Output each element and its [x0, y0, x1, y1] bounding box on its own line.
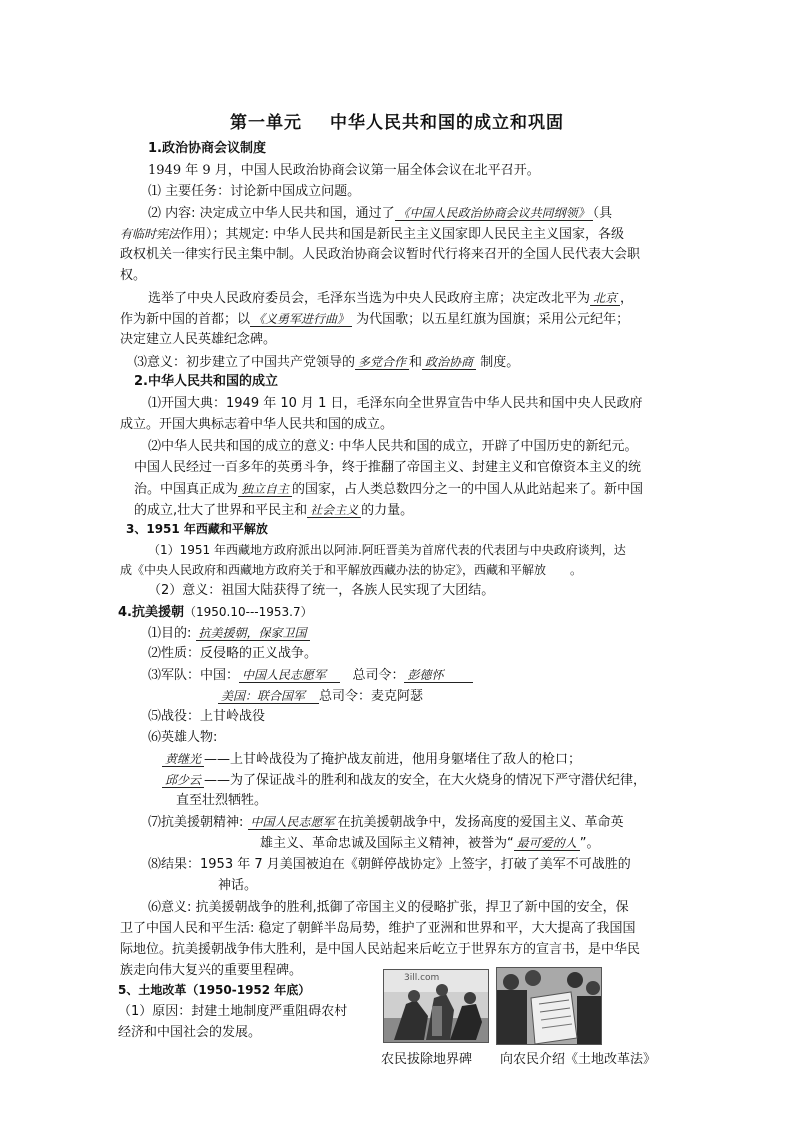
handwritten-answer: 黄继光	[162, 752, 204, 767]
s2-line: ⑵中华人民共和国的成立的意义: 中华人民共和国的成立，开辟了中国历史的新纪元。	[148, 439, 638, 454]
section-1-heading: 1.政治协商会议制度	[148, 141, 266, 156]
text: 治。中国真正成为	[134, 482, 239, 497]
s1-line: 权。	[120, 268, 147, 283]
photo-2-caption: 向农民介绍《土地改革法》	[500, 1052, 657, 1067]
s3-line: （1）1951 年西藏地方政府派出以阿沛.阿旺晋美为首席代表的代表团与中央政府谈判，达	[148, 543, 626, 557]
text: ⑵ 内容: 决定成立中华人民共和国，通过了	[148, 206, 395, 221]
text: 雄主义、革命忠诚及国际主义精神，被誉为“	[260, 836, 514, 851]
heading-text: 4.抗美援朝	[118, 605, 184, 620]
handwritten-answer: 最可爱的人	[514, 836, 580, 851]
text: （具	[592, 206, 613, 221]
photo-1-caption: 农民拔除地界碑	[381, 1052, 473, 1067]
handwritten-answer: 中国人民志愿军	[248, 815, 338, 830]
s4-line	[218, 686, 423, 707]
text: ⑴目的:	[148, 626, 192, 641]
handwritten-answer: 彭德怀	[404, 668, 473, 683]
s1-line: 决定建立人民英雄纪念碑。	[120, 332, 277, 347]
page-title	[0, 108, 794, 133]
handwritten-answer: 独立自主	[238, 482, 292, 497]
handwritten-answer: 有临时宪法	[120, 227, 181, 241]
s4-line: 神话。	[218, 878, 258, 893]
s2-line	[134, 500, 413, 521]
handwritten-answer: 北京	[590, 291, 620, 306]
period: （1950.10---1953.7）	[183, 605, 313, 619]
s1-line: 1949 年 9 月，中国人民政治协商会议第一届全体会议在北平召开。	[148, 163, 540, 178]
s2-line	[134, 479, 643, 500]
section-4-heading	[118, 602, 313, 623]
s1-line	[148, 203, 612, 224]
s1-line	[148, 288, 633, 309]
handwritten-answer: 中国人民志愿军	[239, 668, 340, 683]
text: ⑶军队：中国：	[148, 668, 240, 683]
text: 制度。	[480, 355, 520, 370]
text: ——上甘岭战役为了掩护战友前进，他用身躯堵住了敌人的枪口；	[204, 752, 582, 767]
handwritten-answer: 社会主义	[307, 503, 361, 518]
text: 和	[409, 355, 423, 370]
section-5-heading: 5、土地改革（1950-1952 年底）	[118, 983, 311, 997]
s4-line: 际地位。抗美援朝战争伟大胜利，是中国人民站起来后屹立于世界东方的宣言书，是中华民	[120, 942, 641, 957]
s1-line	[134, 352, 519, 373]
handwritten-answer: 《中国人民政治协商会议共同纲领》	[395, 206, 593, 221]
handwritten-answer: 《义勇军进行曲》	[250, 312, 352, 327]
text: 作用）；其规定: 中华人民共和国是新民主主义国家即人民民主主义国家，各级	[180, 227, 625, 242]
photo-graphic	[497, 968, 601, 1044]
s4-line: ⑹英雄人物:	[148, 730, 218, 745]
handwritten-answer: 政治协商	[422, 355, 476, 370]
s5-line: （1）原因：封建土地制度严重阻碍农村	[118, 1004, 348, 1019]
text: 在抗美援朝战争中，发扬高度的爱国主义、革命英	[337, 815, 624, 830]
photo-watermark: 3ill.com	[404, 973, 440, 983]
text: 总司令：麦克阿瑟	[319, 689, 424, 704]
s4-line: 族走向伟大复兴的重要里程碑。	[120, 963, 303, 978]
s1-line: 政权机关一律实行民主集中制。人民政治协商会议暂时代行将来召开的全国人民代表大会职	[120, 247, 641, 262]
section-2-heading: 2.中华人民共和国的成立	[134, 374, 278, 389]
s2-line: ⑴开国大典：1949 年 10 月 1 日，毛泽东向全世界宣告中华人民共和国中央人民政府	[148, 396, 643, 411]
text: ，	[620, 291, 634, 306]
photo-land-reform-law	[496, 967, 602, 1045]
handwritten-answer: 美国：联合国军	[218, 689, 319, 704]
text: ”。	[579, 836, 600, 851]
s4-line	[162, 749, 581, 770]
s3-line: （2）意义：祖国大陆获得了统一，各族人民实现了大团结。	[148, 583, 495, 598]
handwritten-answer: 抗美援朝，保家卫国	[196, 626, 310, 641]
photo-farmers-removing-boundary-marker	[383, 969, 489, 1043]
s4-line	[148, 812, 624, 833]
s4-line	[162, 770, 646, 791]
s4-line: ⑹意义: 抗美援朝战争的胜利,抵御了帝国主义的侵略扩张，捍卫了新中国的安全，保	[148, 900, 629, 915]
s4-line	[260, 833, 600, 854]
s4-line: ⑵性质：反侵略的正义战争。	[148, 646, 318, 661]
text: ⑶意义：初步建立了中国共产党领导的	[134, 355, 356, 370]
s1-line	[120, 309, 629, 330]
unit-label: 第一单元	[230, 113, 302, 133]
text: 总司令：	[352, 668, 405, 683]
s4-line: 卫了中国人民和平生活: 稳定了朝鲜半岛局势，维护了亚洲和世界和平，大大提高了我国国	[120, 921, 636, 936]
text: 的国家，占人类总数四分之一的中国人从此站起来了。新中国	[292, 482, 644, 497]
s4-line: 直至壮烈牺牲。	[176, 793, 268, 808]
text: 为代国歌；以五星红旗为国旗；采用公元纪年；	[356, 312, 630, 327]
s4-line: ⑸战役：上甘岭战役	[148, 709, 266, 724]
text: ——为了保证战斗的胜利和战友的安全，在大火烧身的情况下严守潜伏纪律，	[204, 773, 647, 788]
s4-line: ⑻结果：1953 年 7 月美国被迫在《朝鲜停战协定》上签字，打破了美军不可战胜的	[148, 857, 631, 872]
s1-line	[120, 224, 624, 245]
handwritten-answer: 多党合作	[355, 355, 409, 370]
text: 的成立,壮大了世界和平民主和	[134, 503, 308, 518]
s1-line: ⑴ 主要任务：讨论新中国成立问题。	[148, 184, 361, 199]
s2-line: 中国人民经过一百多年的英勇斗争，终于推翻了帝国主义、封建主义和官僚资本主义的统	[134, 460, 642, 475]
s2-line: 成立。开国大典标志着中华人民共和国的成立。	[120, 417, 394, 432]
s4-line	[148, 665, 473, 686]
text: 的力量。	[361, 503, 414, 518]
s4-line	[148, 623, 310, 644]
unit-name: 中华人民共和国的成立和巩固	[330, 113, 564, 133]
text: 选举了中央人民政府委员会，毛泽东当选为中央人民政府主席；决定改北平为	[148, 291, 591, 306]
section-3-heading: 3、1951 年西藏和平解放	[126, 522, 268, 536]
text: 作为新中国的首都；以	[120, 312, 251, 327]
text: ⑺抗美援朝精神:	[148, 815, 244, 830]
s5-line: 经济和中国社会的发展。	[118, 1025, 262, 1040]
s3-line: 成《中央人民政府和西藏地方政府关于和平解放西藏办法的协定》，西藏和平解放 。	[120, 563, 583, 577]
handwritten-answer: 邱少云	[162, 773, 204, 788]
